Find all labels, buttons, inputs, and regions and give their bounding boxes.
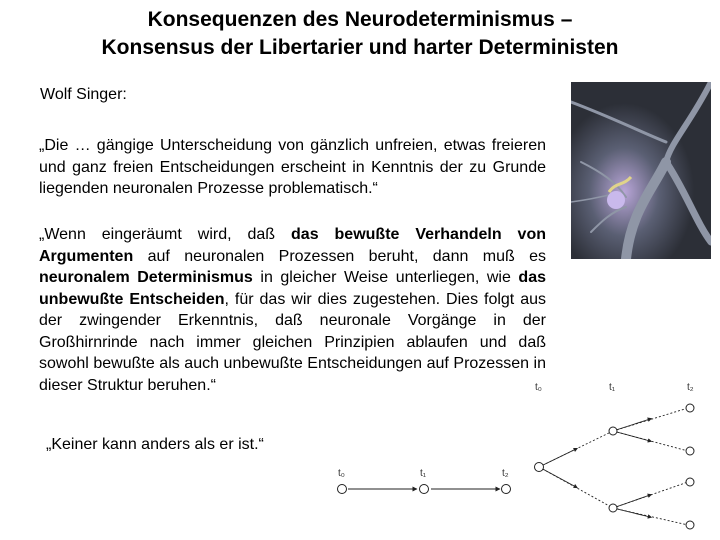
slide-title	[0, 6, 720, 62]
synapse-glow	[607, 191, 625, 209]
neuron-image	[571, 82, 711, 259]
branch-node-t2-4	[686, 521, 694, 529]
linear-node-t2	[502, 485, 511, 494]
title-line-1: Konsequenzen des Neurodeterminismus –	[147, 8, 573, 31]
linear-time-diagram	[330, 460, 530, 505]
branch-node-t1-upper	[609, 427, 617, 435]
quote-2-bold-3: das unbewußte Entscheiden	[39, 269, 546, 308]
branch-node-t0	[535, 463, 544, 472]
linear-label-t0: t₀	[338, 468, 345, 479]
quote-2	[39, 224, 546, 396]
branch-node-t2-1	[686, 404, 694, 412]
linear-label-t2: t₂	[502, 468, 509, 479]
branch-node-t2-2	[686, 447, 694, 455]
quote-2-text-3: in gleicher Weise unterliegen, wie	[252, 269, 519, 286]
quote-3: „Keiner kann anders als er ist.“	[46, 436, 264, 453]
quote-1: „Die … gängige Unterscheidung von gänzlich unfreien, etwas freieren und ganz freien Entscheidungen erscheint in Kenntnis der zu Grunde liegenden neuronalen Prozesse problematisch.“	[39, 137, 546, 197]
quote-2-text-4: , für das wir dies zugestehen. Dies folgt aus der zwingender Erkenntnis, daß neuronale Vorgänge in der Großhirnrinde nach immer gleichen Prinzipien ablaufen und daß sowohl bewußte als auch unbewußte Entscheidungen auf Prozessen in dieser Struktur beruhen.“	[39, 290, 546, 394]
branch-label-t1: t₁	[609, 382, 616, 393]
branch-node-t1-lower	[609, 504, 617, 512]
branching-time-diagram	[525, 375, 715, 535]
author-label: Wolf Singer:	[40, 86, 127, 103]
title-line-2: Konsensus der Libertarier und harter Deterministen	[101, 36, 619, 59]
linear-node-t1	[420, 485, 429, 494]
branch-node-t2-3	[686, 478, 694, 486]
branch-label-t0: t₀	[535, 382, 542, 393]
quote-2-bold-1: das bewußte Verhandeln von Argumenten	[39, 226, 547, 265]
quote-2-text-1: „Wenn eingeräumt wird, daß	[39, 226, 292, 243]
quote-2-bold-2: neuronalem Determinismus	[39, 269, 253, 286]
linear-node-t0	[338, 485, 347, 494]
quote-2-text-2: auf neuronalen Prozessen beruht, dann muß es	[133, 247, 546, 265]
linear-label-t1: t₁	[420, 468, 427, 479]
branch-label-t2: t₂	[687, 382, 694, 393]
